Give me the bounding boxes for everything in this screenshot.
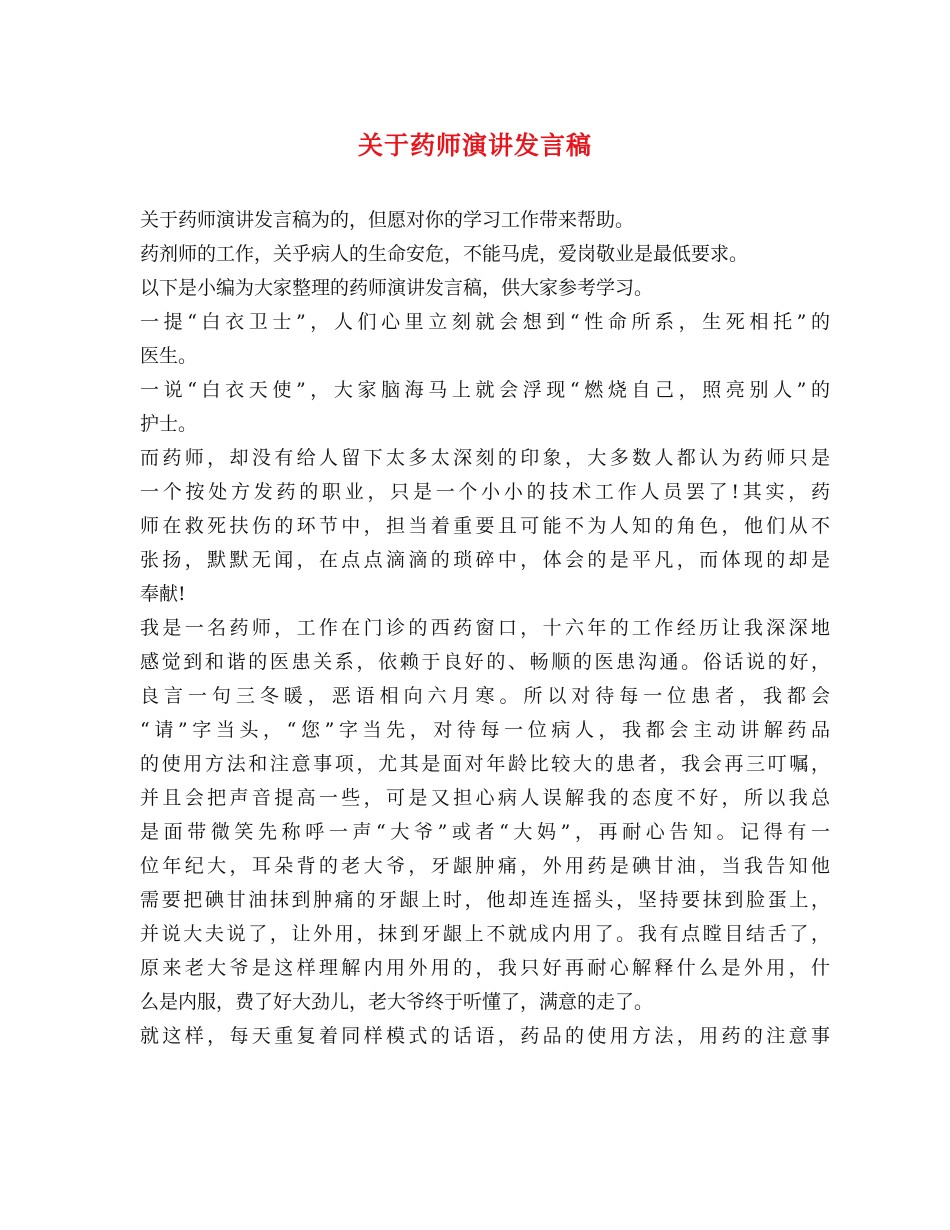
body-line: 师在救死扶伤的环节中，担当着重要且可能不为人知的角色，他们从不 [140,515,830,537]
body-line: 并说大夫说了，让外用，抹到牙龈上不就成内用了。我有点瞠目结舌了， [140,923,830,945]
body-line: 一说“白衣天使”，大家脑海马上就会浮现“燃烧自己，照亮别人”的 [140,379,830,401]
body-line: 关于药师演讲发言稿为的，但愿对你的学习工作带来帮助。 [140,209,635,231]
body-line: 就这样，每天重复着同样模式的话语，药品的使用方法，用药的注意事 [140,1025,830,1047]
document-title: 关于药师演讲发言稿 [357,131,592,160]
body-line: 而药师，却没有给人留下太多太深刻的印象，大多数人都认为药师只是 [140,447,830,469]
body-line: 一个按处方发药的职业，只是一个小小的技术工作人员罢了!其实，药 [140,481,830,503]
body-line: 以下是小编为大家整理的药师演讲发言稿，供大家参考学习。 [140,277,654,299]
body-line: 原来老大爷是这样理解内用外用的，我只好再耐心解释什么是外用，什 [140,957,830,979]
body-line: 我是一名药师，工作在门诊的西药窗口，十六年的工作经历让我深深地 [140,617,830,639]
body-line: 是面带微笑先称呼一声“大爷”或者“大妈”，再耐心告知。记得有一 [140,821,830,843]
body-line: 并且会把声音提高一些，可是又担心病人误解我的态度不好，所以我总 [140,787,830,809]
body-line: 护士。 [140,413,198,435]
body-line: 需要把碘甘油抹到肿痛的牙龈上时，他却连连摇头，坚持要抹到脸蛋上， [140,889,830,911]
body-line: 奉献! [140,583,186,605]
body-line: 位年纪大，耳朵背的老大爷，牙龈肿痛，外用药是碘甘油，当我告知他 [140,855,830,877]
body-line: 良言一句三冬暖，恶语相向六月寒。所以对待每一位患者，我都会 [140,685,830,707]
body-line: “请”字当头，“您”字当先，对待每一位病人，我都会主动讲解药品 [140,719,830,741]
body-line: 感觉到和谐的医患关系，依赖于良好的、畅顺的医患沟通。俗话说的好， [140,651,830,673]
body-line: 张扬，默默无闻，在点点滴滴的琐碎中，体会的是平凡，而体现的却是 [140,549,830,571]
body-line: 医生。 [140,345,198,367]
body-line: 一提“白衣卫士”，人们心里立刻就会想到“性命所系，生死相托”的 [140,311,830,333]
body-line: 的使用方法和注意事项，尤其是面对年龄比较大的患者，我会再三叮嘱， [140,753,830,775]
body-line: 药剂师的工作，关乎病人的生命安危，不能马虎，爱岗敬业是最低要求。 [140,243,749,265]
body-line: 么是内服，费了好大劲儿，老大爷终于听懂了，满意的走了。 [140,991,654,1013]
document-body [140,203,830,1053]
